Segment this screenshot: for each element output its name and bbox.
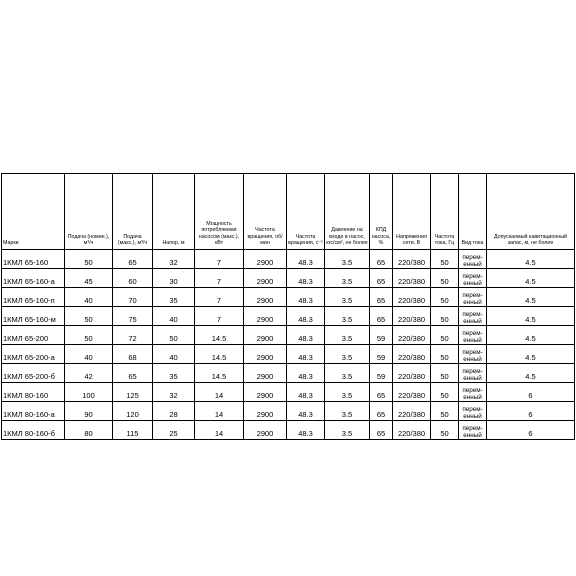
voltage-cell: 220/380 (393, 383, 431, 402)
column-header: Мощность потребляемая насосом (макс.), кВт (195, 174, 244, 250)
inlet-pressure-cell: 3.5 (325, 269, 370, 288)
column-header: Подача (макс.), м³/ч (113, 174, 153, 250)
head-cell: 32 (153, 383, 195, 402)
current-type-cell: переменный (459, 269, 487, 288)
header-row (2, 174, 575, 250)
efficiency-cell: 65 (370, 288, 393, 307)
voltage-cell: 220/380 (393, 307, 431, 326)
voltage-cell: 220/380 (393, 250, 431, 269)
efficiency-cell: 59 (370, 364, 393, 383)
current-type-cell: переменный (459, 307, 487, 326)
rpm-cell: 2900 (244, 364, 287, 383)
current-type-cell: переменный (459, 383, 487, 402)
column-header: Напряжения сети, В (393, 174, 431, 250)
pump-spec-table (1, 173, 575, 440)
frequency-cell: 50 (431, 326, 459, 345)
npsh-cell: 4.5 (487, 345, 575, 364)
flow-nominal-cell: 42 (65, 364, 113, 383)
npsh-cell: 6 (487, 421, 575, 440)
npsh-cell: 6 (487, 383, 575, 402)
flow-nominal-cell: 40 (65, 288, 113, 307)
inlet-pressure-cell: 3.5 (325, 421, 370, 440)
rps-cell: 48.3 (287, 288, 325, 307)
table-row (2, 345, 575, 364)
power-cell: 7 (195, 269, 244, 288)
table-row (2, 250, 575, 269)
rps-cell: 48.3 (287, 269, 325, 288)
head-cell: 40 (153, 345, 195, 364)
head-cell: 35 (153, 364, 195, 383)
table-row (2, 402, 575, 421)
current-type-cell: переменный (459, 326, 487, 345)
flow-nominal-cell: 80 (65, 421, 113, 440)
voltage-cell: 220/380 (393, 269, 431, 288)
flow-nominal-cell: 100 (65, 383, 113, 402)
efficiency-cell: 59 (370, 345, 393, 364)
npsh-cell: 4.5 (487, 364, 575, 383)
model-cell: 1КМЛ 65-200 (2, 326, 65, 345)
inlet-pressure-cell: 3.5 (325, 364, 370, 383)
frequency-cell: 50 (431, 383, 459, 402)
rpm-cell: 2900 (244, 345, 287, 364)
power-cell: 7 (195, 288, 244, 307)
column-header: Напор, м (153, 174, 195, 250)
rps-cell: 48.3 (287, 250, 325, 269)
current-type-cell: переменный (459, 288, 487, 307)
efficiency-cell: 65 (370, 307, 393, 326)
rpm-cell: 2900 (244, 307, 287, 326)
rps-cell: 48.3 (287, 402, 325, 421)
table-row (2, 307, 575, 326)
rps-cell: 48.3 (287, 326, 325, 345)
flow-nominal-cell: 90 (65, 402, 113, 421)
model-cell: 1КМЛ 65-160-м (2, 307, 65, 326)
flow-nominal-cell: 50 (65, 307, 113, 326)
power-cell: 7 (195, 307, 244, 326)
table-row (2, 288, 575, 307)
column-header: Подача (номин.), м³/ч (65, 174, 113, 250)
frequency-cell: 50 (431, 269, 459, 288)
frequency-cell: 50 (431, 364, 459, 383)
flow-max-cell: 125 (113, 383, 153, 402)
power-cell: 14.5 (195, 364, 244, 383)
current-type-cell: переменный (459, 250, 487, 269)
column-header: Частота вращения, об/мин (244, 174, 287, 250)
table-row (2, 326, 575, 345)
rpm-cell: 2900 (244, 402, 287, 421)
efficiency-cell: 65 (370, 402, 393, 421)
inlet-pressure-cell: 3.5 (325, 288, 370, 307)
efficiency-cell: 65 (370, 383, 393, 402)
column-header: Частота тока, Гц (431, 174, 459, 250)
inlet-pressure-cell: 3.5 (325, 307, 370, 326)
head-cell: 50 (153, 326, 195, 345)
flow-max-cell: 60 (113, 269, 153, 288)
rps-cell: 48.3 (287, 364, 325, 383)
efficiency-cell: 65 (370, 421, 393, 440)
rpm-cell: 2900 (244, 383, 287, 402)
inlet-pressure-cell: 3.5 (325, 383, 370, 402)
power-cell: 14 (195, 421, 244, 440)
power-cell: 14.5 (195, 345, 244, 364)
flow-max-cell: 115 (113, 421, 153, 440)
frequency-cell: 50 (431, 402, 459, 421)
flow-max-cell: 120 (113, 402, 153, 421)
column-header: Вид тока (459, 174, 487, 250)
voltage-cell: 220/380 (393, 326, 431, 345)
model-cell: 1КМЛ 65-160-п (2, 288, 65, 307)
flow-max-cell: 65 (113, 250, 153, 269)
model-cell: 1КМЛ 65-160 (2, 250, 65, 269)
npsh-cell: 6 (487, 402, 575, 421)
model-cell: 1КМЛ 80-160-а (2, 402, 65, 421)
power-cell: 14 (195, 383, 244, 402)
rpm-cell: 2900 (244, 421, 287, 440)
inlet-pressure-cell: 3.5 (325, 402, 370, 421)
rpm-cell: 2900 (244, 288, 287, 307)
power-cell: 14.5 (195, 326, 244, 345)
model-cell: 1КМЛ 65-160-а (2, 269, 65, 288)
inlet-pressure-cell: 3.5 (325, 326, 370, 345)
flow-max-cell: 65 (113, 364, 153, 383)
frequency-cell: 50 (431, 421, 459, 440)
voltage-cell: 220/380 (393, 345, 431, 364)
model-cell: 1КМЛ 65-200-б (2, 364, 65, 383)
rps-cell: 48.3 (287, 421, 325, 440)
current-type-cell: переменный (459, 402, 487, 421)
table-row (2, 383, 575, 402)
rpm-cell: 2900 (244, 269, 287, 288)
flow-max-cell: 75 (113, 307, 153, 326)
current-type-cell: переменный (459, 345, 487, 364)
table-row (2, 269, 575, 288)
voltage-cell: 220/380 (393, 288, 431, 307)
head-cell: 25 (153, 421, 195, 440)
flow-max-cell: 72 (113, 326, 153, 345)
rpm-cell: 2900 (244, 326, 287, 345)
column-header: Марки (2, 174, 65, 250)
flow-nominal-cell: 45 (65, 269, 113, 288)
head-cell: 40 (153, 307, 195, 326)
voltage-cell: 220/380 (393, 402, 431, 421)
frequency-cell: 50 (431, 345, 459, 364)
power-cell: 14 (195, 402, 244, 421)
current-type-cell: переменный (459, 421, 487, 440)
column-header: Частота вращения, с⁻¹ (287, 174, 325, 250)
model-cell: 1КМЛ 80-160 (2, 383, 65, 402)
table-row (2, 364, 575, 383)
frequency-cell: 50 (431, 288, 459, 307)
model-cell: 1КМЛ 80-160-б (2, 421, 65, 440)
rps-cell: 48.3 (287, 383, 325, 402)
rpm-cell: 2900 (244, 250, 287, 269)
flow-nominal-cell: 50 (65, 250, 113, 269)
inlet-pressure-cell: 3.5 (325, 250, 370, 269)
efficiency-cell: 59 (370, 326, 393, 345)
npsh-cell: 4.5 (487, 269, 575, 288)
head-cell: 35 (153, 288, 195, 307)
flow-nominal-cell: 50 (65, 326, 113, 345)
inlet-pressure-cell: 3.5 (325, 345, 370, 364)
rps-cell: 48.3 (287, 307, 325, 326)
flow-nominal-cell: 40 (65, 345, 113, 364)
head-cell: 30 (153, 269, 195, 288)
column-header: Допускаемый кавитационный запас, м, не более (487, 174, 575, 250)
frequency-cell: 50 (431, 307, 459, 326)
table-row (2, 421, 575, 440)
rps-cell: 48.3 (287, 345, 325, 364)
npsh-cell: 4.5 (487, 288, 575, 307)
head-cell: 32 (153, 250, 195, 269)
frequency-cell: 50 (431, 250, 459, 269)
current-type-cell: переменный (459, 364, 487, 383)
model-cell: 1КМЛ 65-200-а (2, 345, 65, 364)
head-cell: 28 (153, 402, 195, 421)
table-body (2, 250, 575, 440)
npsh-cell: 4.5 (487, 307, 575, 326)
voltage-cell: 220/380 (393, 364, 431, 383)
column-header: Давление на входе в насос, кгс/см², не более (325, 174, 370, 250)
efficiency-cell: 65 (370, 250, 393, 269)
efficiency-cell: 65 (370, 269, 393, 288)
npsh-cell: 4.5 (487, 250, 575, 269)
flow-max-cell: 68 (113, 345, 153, 364)
column-header: КПД насоса, % (370, 174, 393, 250)
npsh-cell: 4.5 (487, 326, 575, 345)
voltage-cell: 220/380 (393, 421, 431, 440)
flow-max-cell: 70 (113, 288, 153, 307)
power-cell: 7 (195, 250, 244, 269)
